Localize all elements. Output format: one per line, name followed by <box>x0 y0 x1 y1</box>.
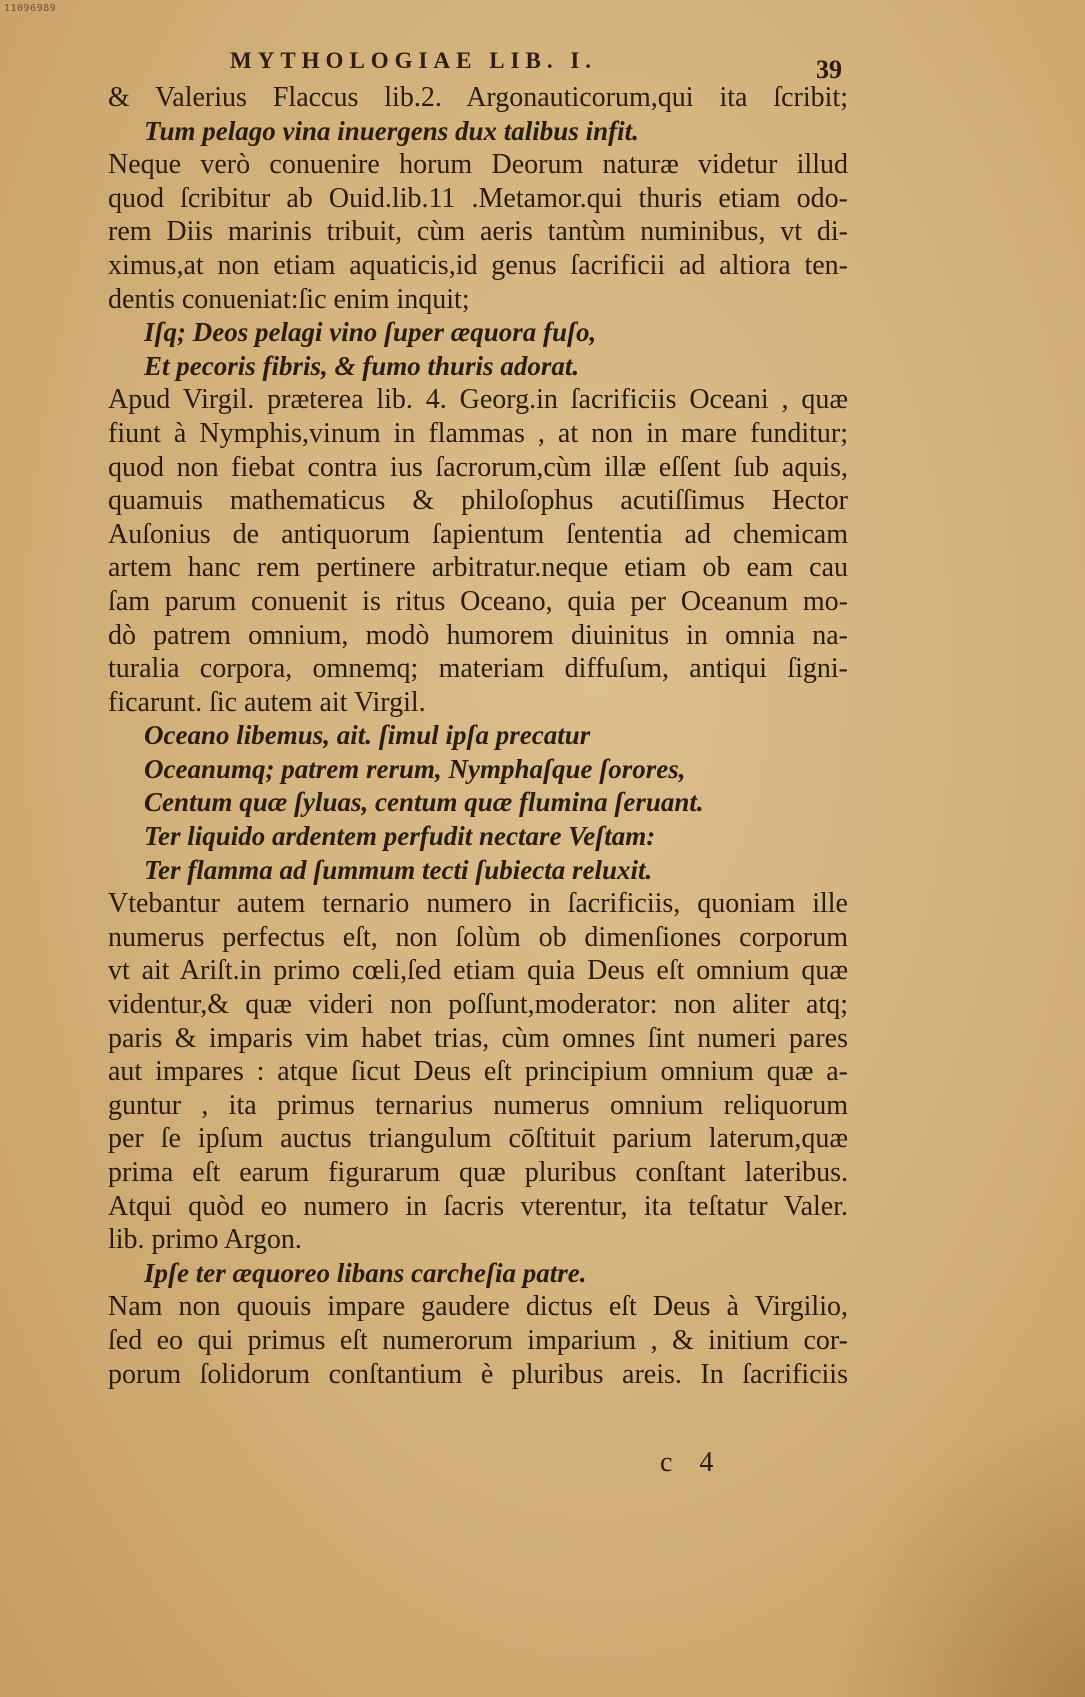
text-line: fiunt à Nymphis,vinum in flammas , at non in mare funditur; <box>108 417 848 449</box>
text-line: prima eſt earum figurarum quæ pluribus conſtant lateribus. <box>108 1157 848 1188</box>
scan-stamp: 11096989 <box>4 3 57 14</box>
text-line: vt ait Ariſt.in primo cœli,ſed etiam quia Deus eſt omnium quæ <box>108 955 848 987</box>
text-line: artem hanc rem pertinere arbitratur.neque etiam ob eam cau <box>108 552 848 584</box>
text-line: rem Diis marinis tribuit, cùm aeris tantùm numinibus, vt di- <box>108 216 848 248</box>
verse-line: Ipſe ter æquoreo libans carcheſia patre. <box>144 1257 587 1288</box>
verse-line: Oceanumq; patrem rerum, Nymphaſque ſorores, <box>144 753 686 784</box>
text-line: ximus,at non etiam aquaticis,id genus ſacrificii ad altiora ten- <box>108 249 848 281</box>
text-line: paris & imparis vim habet trias, cùm omnes ſint numeri pares <box>108 1022 848 1054</box>
text-line: Neque verò conuenire horum Deorum naturæ videtur illud <box>108 149 848 181</box>
verse-line: Ter flamma ad ſummum tecti ſubiecta reluxit. <box>144 854 653 885</box>
verse-line: Ter liquido ardentem perfudit nectare Veſtam: <box>144 821 656 852</box>
text-line: porum ſolidorum conſtantium è pluribus areis. In ſacrificiis <box>108 1358 848 1390</box>
text-line: turalia corpora, omnemq; materiam diffuſum, antiqui ſigni- <box>108 653 848 685</box>
page-number: 39 <box>816 55 842 84</box>
text-line: ſed eo qui primus eſt numerorum imparium , & initium cor- <box>108 1324 848 1356</box>
text-line: per ſe ipſum auctus triangulum cōſtituit parium laterum,quæ <box>108 1123 848 1155</box>
text-line: ficarunt. ſic autem ait Virgil. <box>108 686 426 718</box>
text-line: Nam non quouis impare gaudere dictus eſt Deus à Virgilio, <box>108 1291 848 1323</box>
text-line: Vtebantur autem ternario numero in ſacrificiis, quoniam ille <box>108 888 848 920</box>
text-line: lib. primo Argon. <box>108 1224 302 1256</box>
text-line: numerus perfectus eſt, non ſolùm ob dimenſiones corporum <box>108 921 848 953</box>
text-line: Auſonius de antiquorum ſapientum ſententia ad chemicam <box>108 518 848 550</box>
text-line: quod non fiebat contra ius ſacrorum,cùm illæ eſſent ſub aquis, <box>108 451 848 483</box>
verse-line: Iſq; Deos pelagi vino ſuper æquora fuſo, <box>144 317 597 348</box>
text-line: guntur , ita primus ternarius numerus omnium reliquorum <box>108 1089 848 1121</box>
text-line: & Valerius Flaccus lib.2. Argonauticorum,qui ita ſcribit; <box>108 82 848 113</box>
text-line: aut impares : atque ſicut Deus eſt principium omnium quæ a- <box>108 1056 848 1088</box>
text-line: videntur,& quæ videri non poſſunt,moderator: non aliter atq; <box>108 989 848 1021</box>
text-line: quod ſcribitur ab Ouid.lib.11 .Metamor.qui thuris etiam odo- <box>108 182 848 214</box>
text-line: ſam parum conuenit is ritus Oceano, quia per Oceanum mo- <box>108 585 848 617</box>
verse-line: Oceano libemus, ait. ſimul ipſa precatur <box>144 720 591 751</box>
body-text <box>108 81 848 1391</box>
text-line: Atqui quòd eo numero in ſacris vterentur, ita teſtatur Valer. <box>108 1190 848 1222</box>
verse-line: Et pecoris fibris, & fumo thuris adorat. <box>144 350 580 381</box>
text-line: dò patrem omnium, modò humorem diuinitus in omnia na- <box>108 619 848 651</box>
signature-mark: c 4 <box>660 1447 724 1478</box>
running-head: MYTHOLOGIAE LIB. I. <box>230 48 598 73</box>
text-line: dentis conueniat:ſic enim inquit; <box>108 283 470 315</box>
text-line: quamuis mathematicus & philoſophus acutiſſimus Hector <box>108 485 848 517</box>
verse-line: Centum quæ ſyluas, centum quæ flumina ſeruant. <box>144 787 704 818</box>
text-line: Apud Virgil. præterea lib. 4. Georg.in ſacrificiis Oceani , quæ <box>108 384 848 416</box>
verse-line: Tum pelago vina inuergens dux talibus infit. <box>144 115 639 146</box>
